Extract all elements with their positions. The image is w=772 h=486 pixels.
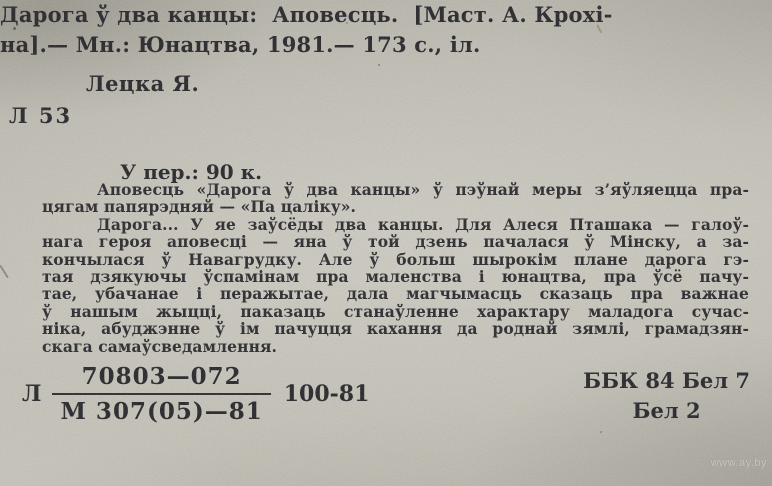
publishing-index-prefix: Л bbox=[22, 381, 42, 407]
price-line: У пер.: 90 к. bbox=[120, 160, 263, 184]
publishing-index-numerator: 70803—072 bbox=[81, 363, 242, 390]
annotation-line: тае, убачанае і перажытае, дала магчымасць сказаць пра важнае bbox=[42, 284, 749, 304]
author-heading: Лецка Я. bbox=[86, 71, 200, 96]
publishing-index-denominator: М 307(05)—81 bbox=[52, 393, 270, 425]
bbk-line: Бел 2 bbox=[632, 398, 701, 423]
bbk-classification bbox=[583, 366, 750, 426]
bbk-line: ББК 84 Бел 7 bbox=[583, 368, 750, 393]
annotation-line: ў нашым жыцці, паказаць станаўленне характару маладога сучас- bbox=[42, 301, 749, 321]
paper-speck bbox=[13, 27, 16, 30]
pen-tick-mark bbox=[0, 265, 9, 279]
annotation-line: кончылася ў Навагрудку. Але ў больш шырокім плане дарога гэ- bbox=[42, 249, 749, 269]
annotation-line: тая дзякуючы ўспамінам пра маленства і юнацтва, пра ўсё пачу- bbox=[42, 267, 749, 287]
bibliographic-entry-line: Дарога ў два канцы: Аповесць. [Маст. А. Крохі- bbox=[0, 2, 613, 27]
annotation-line: ніка, абуджэнне ў ім пачуцця кахання да роднай зямлі, грамадзян- bbox=[42, 319, 749, 339]
bibliographic-entry-line: на].— Мн.: Юнацтва, 1981.— 173 с., іл. bbox=[0, 32, 481, 57]
annotation-line: скага самаўсведамлення. bbox=[42, 336, 278, 356]
publishing-index bbox=[22, 363, 369, 425]
bibliographic-entry bbox=[0, 0, 772, 60]
paper-speck bbox=[378, 64, 380, 66]
annotation-line: Аповесць «Дарога ў два канцы» ў пэўнай меры з’яўляецца пра- bbox=[97, 180, 749, 199]
annotation-line: цягам папярэдняй — «Па цаліку». bbox=[42, 197, 357, 217]
catalog-code: Л 53 bbox=[9, 103, 73, 128]
annotation-line: Дарога... У яе заўсёды два канцы. Для Алеся Пташака — галоў- bbox=[97, 214, 749, 234]
annotation-line: нага героя аповесці — яна ў той дзень пачалася ў Мінску, а за- bbox=[42, 232, 749, 252]
annotation-text bbox=[42, 181, 749, 355]
publishing-index-code: 100-81 bbox=[283, 381, 370, 407]
site-watermark: www.ay.by bbox=[710, 457, 767, 469]
publishing-index-fraction bbox=[52, 363, 270, 425]
